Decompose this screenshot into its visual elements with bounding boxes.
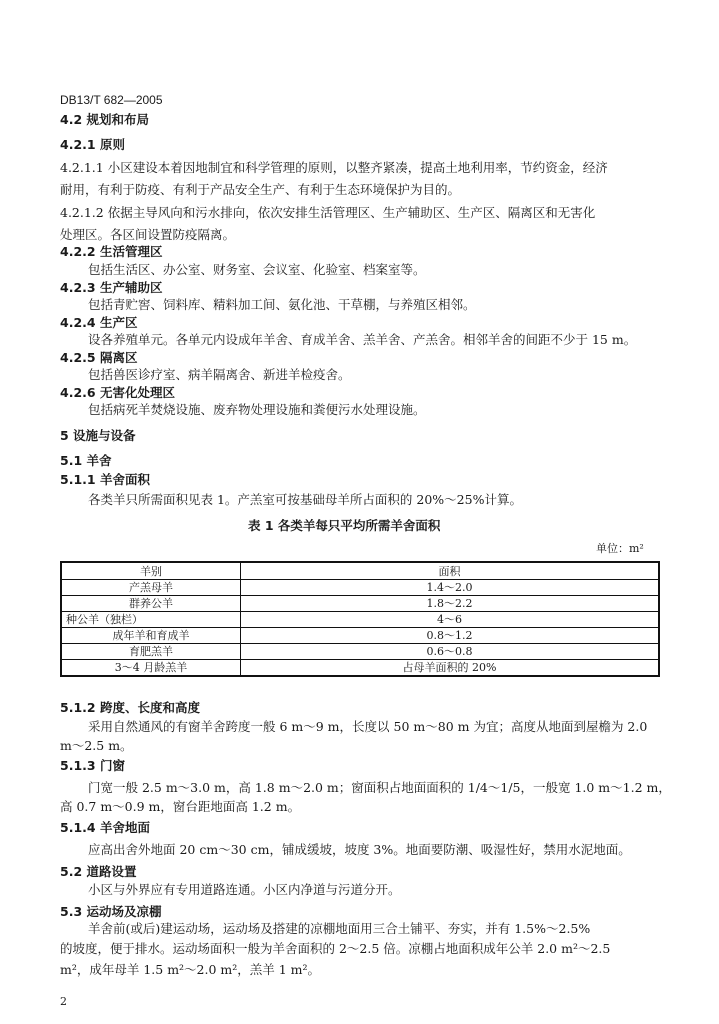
table-cell-area: 占母羊面积的 20% bbox=[241, 660, 660, 677]
para-4-2-1-1-line2: 耐用，有利于防疫、有利于产品安全生产、有利于生态环境保护为目的。 bbox=[60, 182, 461, 197]
para-5-1-2-line1: 采用自然通风的有窗羊舍跨度一般 6 m～9 m，长度以 50 m～80 m 为宜；高度从地面到屋檐为 2.0 bbox=[88, 719, 648, 734]
para-4-2-4: 设各养殖单元。各单元内设成年羊舍、育成羊舍、羔羊舍、产羔舍。相邻羊舍的间距不少于 15 m。 bbox=[88, 332, 637, 347]
table-cell-area: 0.8～1.2 bbox=[241, 628, 660, 644]
para-4-2-5: 包括兽医诊疗室、病羊隔离舍、新进羊检疫舍。 bbox=[88, 367, 351, 382]
table-cell-type: 种公羊（独栏） bbox=[61, 612, 241, 628]
table-cell-type: 产羔母羊 bbox=[61, 580, 241, 596]
para-5-1-1: 各类羊只所需面积见表 1。产羔室可按基础母羊所占面积的 20%～25%计算。 bbox=[88, 492, 522, 507]
table-1-unit: 单位：m² bbox=[596, 542, 644, 555]
para-5-2: 小区与外界应有专用道路连通。小区内净道与污道分开。 bbox=[88, 882, 401, 897]
heading-5-1-3: 5.1.3 门窗 bbox=[60, 758, 125, 773]
heading-4-2-1: 4.2.1 原则 bbox=[60, 137, 125, 152]
table-header-row bbox=[61, 562, 659, 580]
heading-5-1: 5.1 羊舍 bbox=[60, 453, 112, 468]
para-5-3-line3: m²，成年母羊 1.5 m²～2.0 m²，羔羊 1 m²。 bbox=[60, 962, 321, 977]
table-row bbox=[61, 612, 659, 628]
para-4-2-1-2-line2: 处理区。各区间设置防疫隔离。 bbox=[60, 227, 236, 242]
table-header-cell: 羊别 bbox=[61, 562, 241, 580]
heading-5: 5 设施与设备 bbox=[60, 428, 136, 443]
table-cell-type: 育肥羔羊 bbox=[61, 644, 241, 660]
table-row bbox=[61, 628, 659, 644]
heading-4-2-6: 4.2.6 无害化处理区 bbox=[60, 385, 175, 400]
para-5-3-line2: 的坡度，便于排水。运动场面积一般为羊舍面积的 2～2.5 倍。凉棚占地面积成年公羊 2.0 m²～2.5 bbox=[60, 941, 611, 956]
heading-4-2-4: 4.2.4 生产区 bbox=[60, 315, 138, 330]
para-4-2-3: 包括青贮窖、饲料库、精料加工间、氨化池、干草棚，与养殖区相邻。 bbox=[88, 297, 476, 312]
para-4-2-1-1-line1: 4.2.1.1 小区建设本着因地制宜和科学管理的原则，以整齐紧凑，提高土地利用率，节约资金，经济 bbox=[60, 160, 608, 175]
table-row bbox=[61, 660, 659, 677]
table-row bbox=[61, 580, 659, 596]
table-header-cell: 面积 bbox=[241, 562, 660, 580]
table-1 bbox=[60, 561, 660, 677]
table-cell-area: 0.6～0.8 bbox=[241, 644, 660, 660]
para-5-1-4: 应高出舍外地面 20 cm～30 cm，铺成缓坡，坡度 3%。地面要防潮、吸湿性好，禁用水泥地面。 bbox=[88, 842, 631, 857]
para-4-2-2: 包括生活区、办公室、财务室、会议室、化验室、档案室等。 bbox=[88, 262, 426, 277]
heading-4-2-3: 4.2.3 生产辅助区 bbox=[60, 280, 163, 295]
table-cell-area: 1.4～2.0 bbox=[241, 580, 660, 596]
table-1-title: 表 1 各类羊每只平均所需羊舍面积 bbox=[248, 518, 441, 533]
heading-5-1-4: 5.1.4 羊舍地面 bbox=[60, 820, 150, 835]
heading-5-1-1: 5.1.1 羊舍面积 bbox=[60, 472, 150, 487]
table-cell-area: 4～6 bbox=[241, 612, 660, 628]
table-row bbox=[61, 644, 659, 660]
page-number: 2 bbox=[60, 995, 67, 1008]
table-cell-type: 成年羊和育成羊 bbox=[61, 628, 241, 644]
heading-4-2-5: 4.2.5 隔离区 bbox=[60, 350, 138, 365]
para-5-3-line1: 羊舍前(或后)建运动场，运动场及搭建的凉棚地面用三合土铺平、夯实，并有 1.5%～2.5% bbox=[88, 921, 591, 936]
para-5-1-2-line2: m～2.5 m。 bbox=[60, 738, 133, 753]
para-4-2-6: 包括病死羊焚烧设施、废弃物处理设施和粪便污水处理设施。 bbox=[88, 402, 426, 417]
table-row bbox=[61, 596, 659, 612]
table-cell-type: 3～4 月龄羔羊 bbox=[61, 660, 241, 677]
heading-5-3: 5.3 运动场及凉棚 bbox=[60, 904, 162, 919]
heading-5-2: 5.2 道路设置 bbox=[60, 864, 137, 879]
heading-5-1-2: 5.1.2 跨度、长度和高度 bbox=[60, 700, 200, 715]
para-5-1-3-line1: 门宽一般 2.5 m～3.0 m，高 1.8 m～2.0 m；窗面积占地面面积的 1/4～1/5，一般宽 1.0 m～1.2 m， bbox=[88, 780, 671, 795]
para-4-2-1-2-line1: 4.2.1.2 依据主导风向和污水排向，依次安排生活管理区、生产辅助区、生产区、隔离区和无害化 bbox=[60, 205, 596, 220]
heading-4-2: 4.2 规划和布局 bbox=[60, 112, 149, 127]
para-5-1-3-line2: 高 0.7 m～0.9 m，窗台距地面高 1.2 m。 bbox=[60, 799, 301, 814]
table-cell-type: 群养公羊 bbox=[61, 596, 241, 612]
doc-id: DB13/T 682—2005 bbox=[60, 93, 163, 107]
heading-4-2-2: 4.2.2 生活管理区 bbox=[60, 244, 163, 259]
table-cell-area: 1.8～2.2 bbox=[241, 596, 660, 612]
